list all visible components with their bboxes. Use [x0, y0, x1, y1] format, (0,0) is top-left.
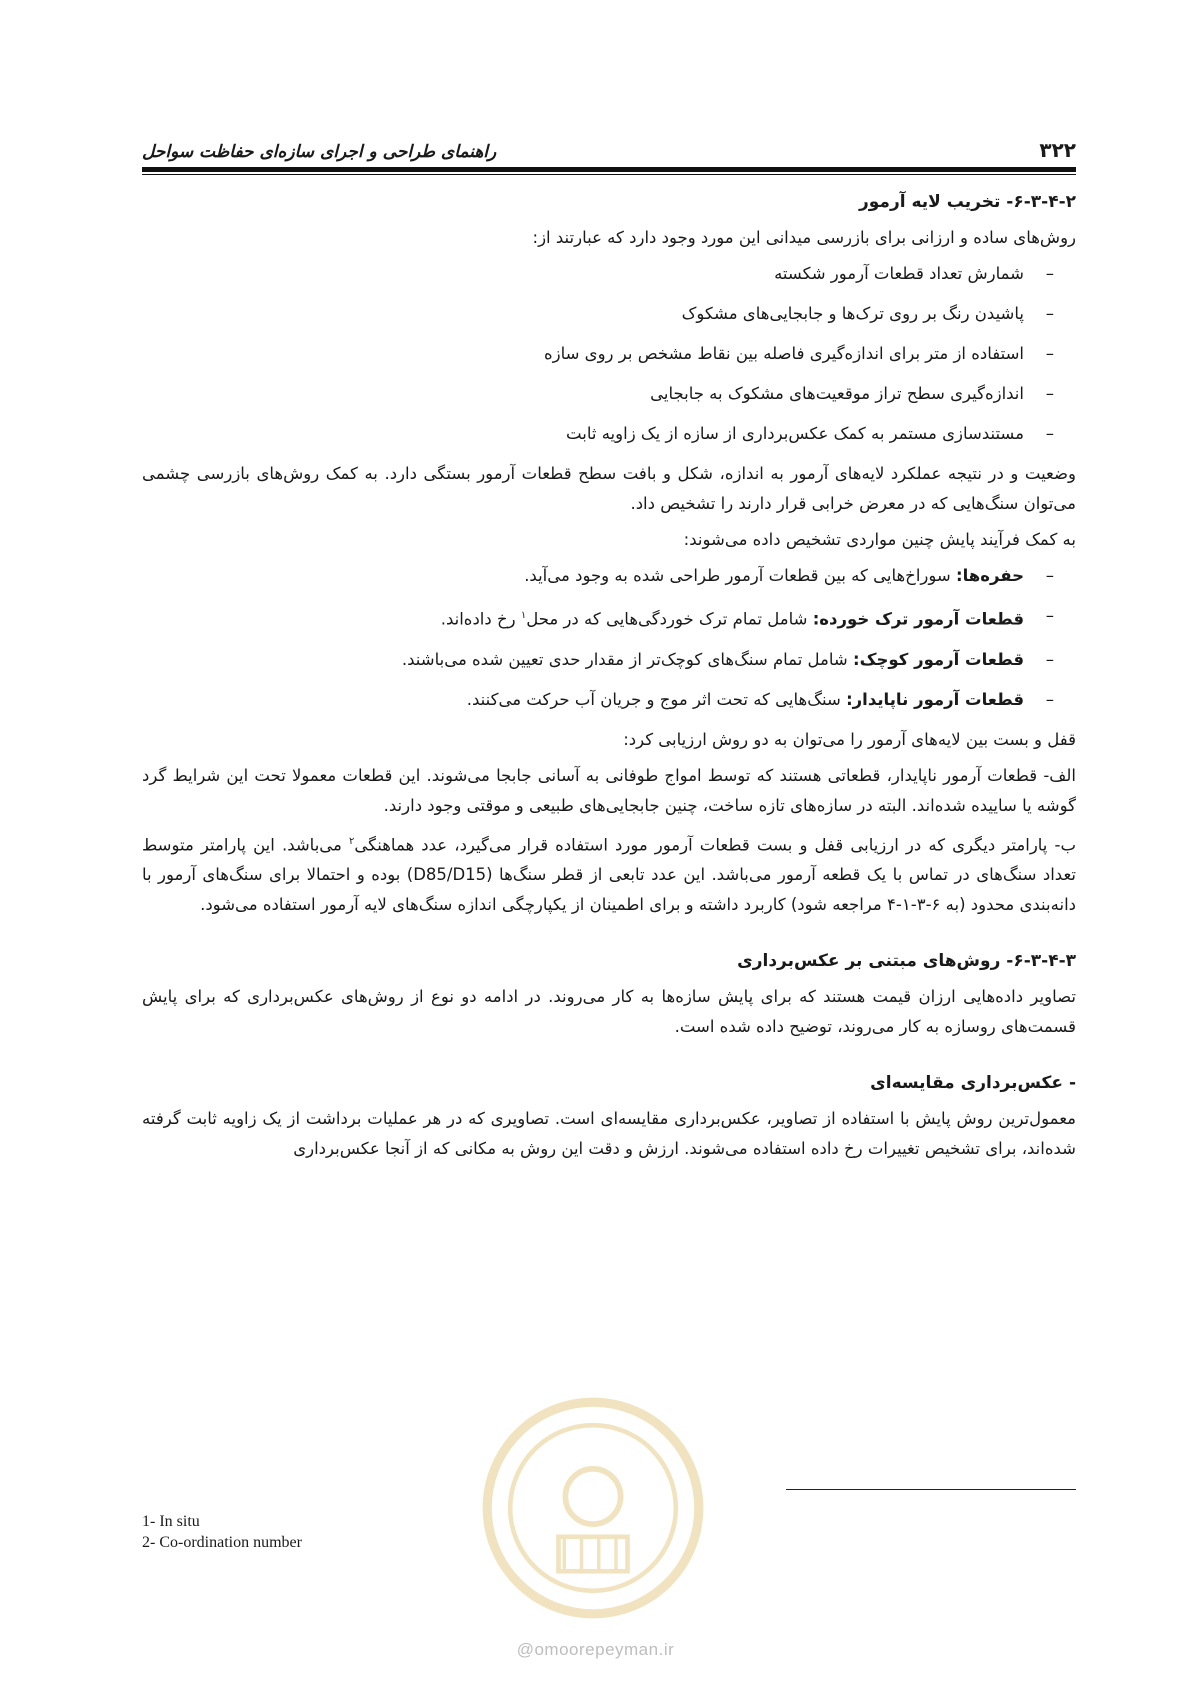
body-text [142, 185, 1076, 1170]
subsection-heading-comparative: - عکس‌برداری مقایسه‌ای [870, 1073, 1076, 1093]
paragraph-intro: روش‌های ساده و ارزانی برای بازرسی میدانی این مورد وجود دارد که عبارتند از: [532, 228, 1076, 247]
paragraph-alef: الف- قطعات آرمور ناپایدار، قطعاتی هستند که توسط امواج طوفانی به آسانی جابجا می‌شوند. این قطعات معمولا تحت این شرایط گرد گوشه یا ساییده شده‌اند. البته در سازه‌های تازه ساخت، چنین جابجایی‌های طبیعی و موقتی وجود دارند. [142, 765, 1076, 815]
definition-item: – حفره‌ها: سوراخ‌هایی که بین قطعات آرمور طراحی شده به وجود می‌آید. [524, 566, 1054, 585]
section-heading-armor-damage: ۶-۳-۴-۲- تخریب لایه آرمور [858, 192, 1076, 212]
footnote-rule [786, 1489, 1076, 1490]
footnotes [142, 1511, 302, 1553]
list-item: – اندازه‌گیری سطح تراز موقعیت‌های مشکوک به جابجایی [650, 384, 1054, 403]
paragraph: به کمک فرآیند پایش چنین مواردی تشخیص داده می‌شوند: [683, 530, 1076, 549]
paragraph: قفل و بست بین لایه‌های آرمور را می‌توان به دو روش ارزیابی کرد: [623, 729, 1076, 749]
definition-item: – قطعات آرمور کوچک: شامل تمام سنگ‌های کوچک‌تر از مقدار حدی تعیین شده می‌باشند. [401, 649, 1054, 669]
header-rule-thin [142, 174, 1076, 175]
paragraph: تصاویر داده‌هایی ارزان قیمت هستند که برای پایش سازه‌ها به کار می‌روند. در ادامه دو نوع از روش‌های عکس‌برداری که برای پایش قسمت‌های روسازه به کار می‌روند، توضیح داده شده است. [142, 987, 1076, 1036]
header-rule-thick [142, 167, 1076, 172]
section-heading-photography: ۶-۳-۴-۳- روش‌های مبتنی بر عکس‌برداری [737, 951, 1076, 971]
list-item: – شمارش تعداد قطعات آرمور شکسته [774, 264, 1054, 283]
paragraph-be: ب- پارامتر دیگری که در ارزیابی قفل و بست قطعات آرمور مورد استفاده قرار می‌گیرد، عدد هماهنگی$^۲$ می‌باشد. این پارامتر متوسط تعداد سنگ‌های در تماس با یک قطعه آرمور می‌باشد. این عدد تابعی از قطر سنگ‌ها (D85/D15) بوده و احتمالا برای سنگ‌های آرمور با دانه‌بندی محدود (به ۶-۳-۱-۴ مراجعه شود) کاربرد داشته و برای اطمینان از یکپارچگی اندازه سنگ‌های لایه آرمور استفاده می‌شود. [142, 835, 1076, 914]
list-item: – استفاده از متر برای اندازه‌گیری فاصله بین نقاط مشخص بر روی سازه [543, 344, 1054, 363]
definition-item: – قطعات آرمور ناپایدار: سنگ‌هایی که تحت اثر موج و جریان آب حرکت می‌کنند. [466, 689, 1054, 709]
running-title: راهنمای طراحی و اجرای سازه‌ای حفاظت سواحل [142, 142, 497, 162]
footnote-ref: ۱ [520, 610, 527, 621]
list-item: – پاشیدن رنگ بر روی ترک‌ها و جابجایی‌های مشکوک [681, 304, 1054, 323]
footnote: 2- Co-ordination number [142, 1534, 302, 1551]
page-header [142, 122, 1076, 162]
paragraph: معمول‌ترین روش پایش با استفاده از تصاویر، عکس‌برداری مقایسه‌ای است. تصاویری که در هر عملیات برداشت از یک زاویه ثابت گرفته شده‌اند، برای تشخیص تغییرات رخ داده استفاده می‌شوند. ارزش و دقت این روش به مکانی که از آنجا عکس‌برداری [142, 1109, 1076, 1158]
page-number: ۳۲۲ [1039, 138, 1076, 162]
footnote-ref: ۲ [349, 835, 355, 847]
footnote: 1- In situ [142, 1513, 200, 1530]
watermark-seal-icon [478, 1393, 708, 1623]
watermark-text: @omoorepeyman.ir [516, 1640, 675, 1659]
list-item: – مستندسازی مستمر به کمک عکس‌برداری از سازه از یک زاویه ثابت [566, 424, 1054, 443]
definition-item: – قطعات آرمور ترک خورده: شامل تمام ترک خوردگی‌هایی که در محل$^۱$ رخ داده‌اند. [440, 606, 1054, 629]
paragraph: وضعیت و در نتیجه عملکرد لایه‌های آرمور به اندازه، شکل و بافت سطح قطعات آرمور بستگی دارد. به کمک روش‌های بازرسی چشمی می‌توان سنگ‌هایی که در معرض خرابی قرار دارند را تشخیص داد. [142, 464, 1076, 513]
